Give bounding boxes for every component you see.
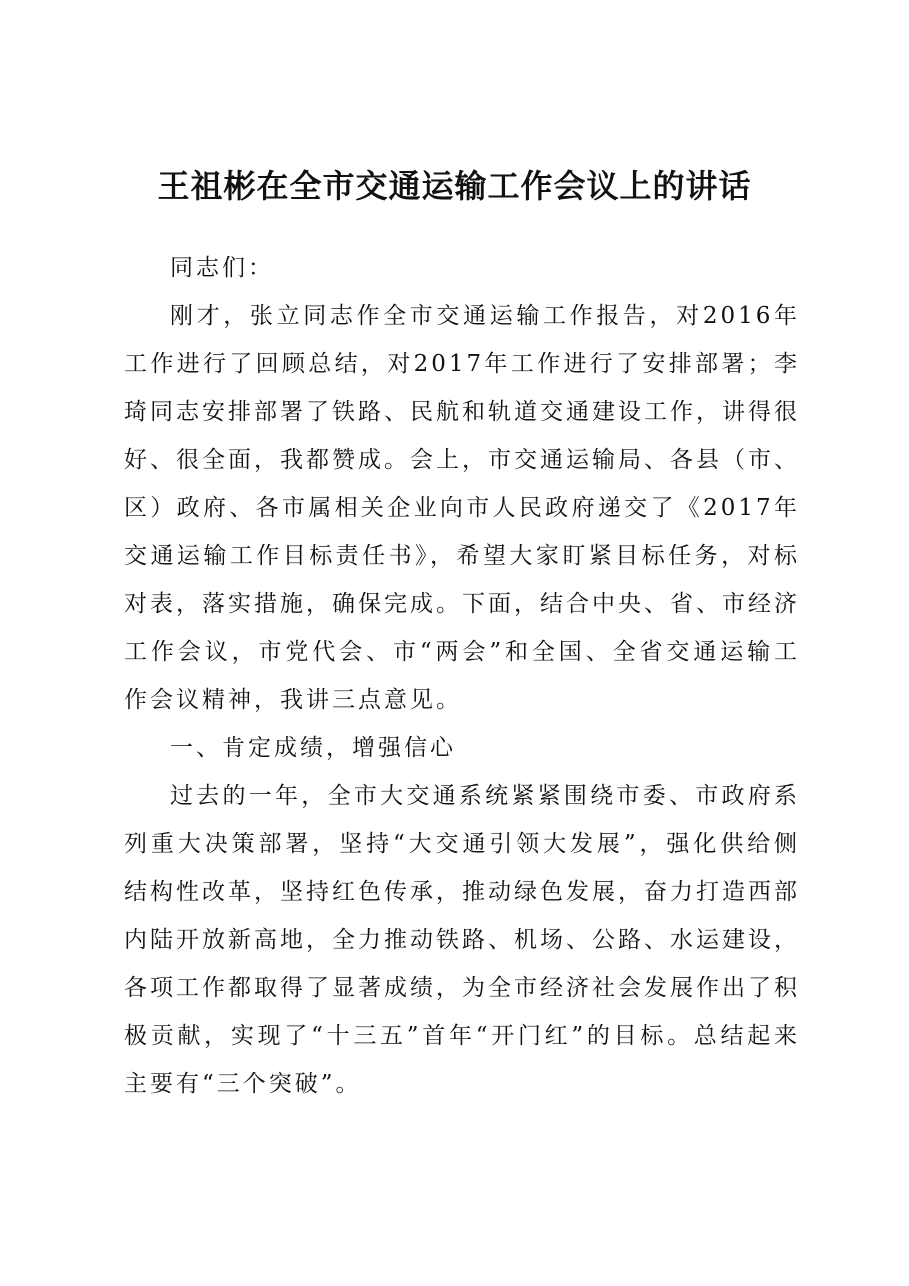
document-body [124, 244, 800, 1108]
section-heading: 一、肯定成绩，增强信心 [170, 735, 456, 761]
achievements-paragraph: 过去的一年，全市大交通系统紧紧围绕市委、市政府系列重大决策部署，坚持“大交通引领大发展”，强化供给侧结构性改革，坚持红色传承，推动绿色发展，奋力打造西部内陆开放新高地，全力推动铁路、机场、公路、水运建设，各项工作都取得了显著成绩，为全市经济社会发展作出了积极贡献，实现了“十三五”首年“开门红”的目标。总结起来主要有“三个突破”。 [124, 783, 800, 1097]
document-title: 王祖彬在全市交通运输工作会议上的讲话 [157, 167, 752, 205]
salutation-paragraph: 同志们： [170, 255, 274, 281]
opening-paragraph: 刚才，张立同志作全市交通运输工作报告，对2016年工作进行了回顾总结，对2017年工作进行了安排部署；李琦同志安排部署了铁路、民航和轨道交通建设工作，讲得很好、很全面，我都赞成。会上，市交通运输局、各县（市、区）政府、各市属相关企业向市人民政府递交了《2017年交通运输工作目标责任书》，希望大家盯紧目标任务，对标对表，落实措施，确保完成。下面，结合中央、省、市经济工作会议，市党代会、市“两会”和全国、全省交通运输工作会议精神，我讲三点意见。 [124, 303, 800, 713]
